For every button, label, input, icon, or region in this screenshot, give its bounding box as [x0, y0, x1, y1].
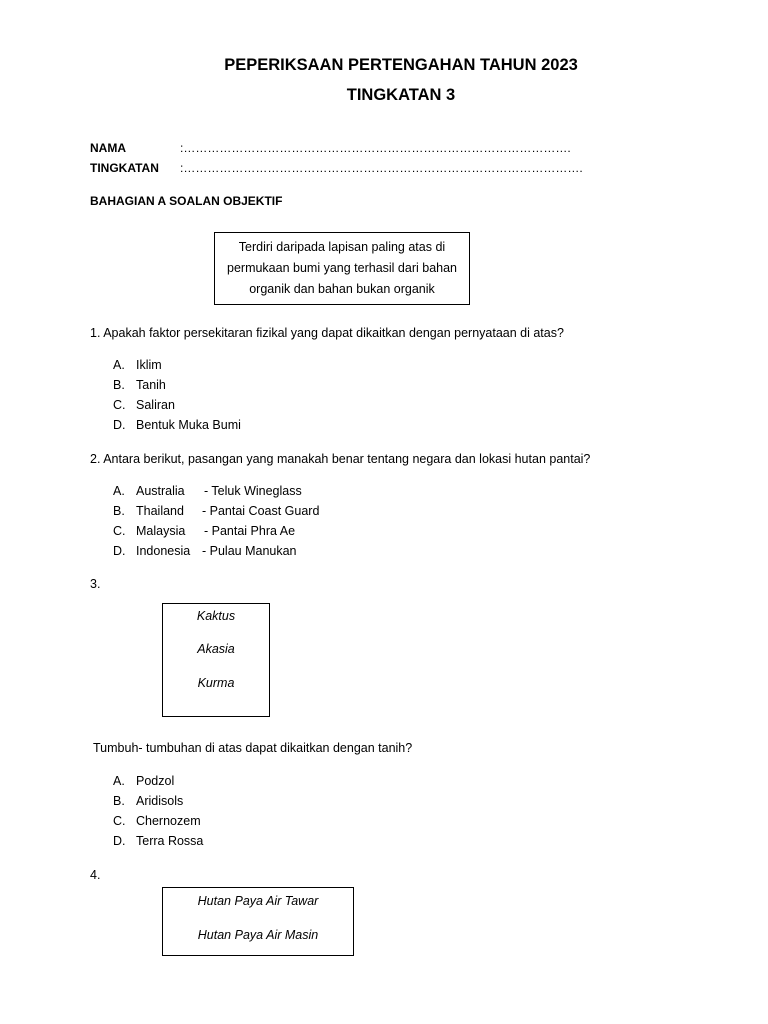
q2-option-location: - Teluk Wineglass	[204, 484, 302, 498]
q2-option-letter: A.	[113, 484, 125, 498]
q3-option-text: Terra Rossa	[136, 834, 204, 848]
q1-option-letter: A.	[113, 358, 125, 372]
q2-option-country: Thailand	[136, 504, 184, 518]
q3-question: Tumbuh- tumbuhan di atas dapat dikaitkan dengan tanih?	[93, 741, 413, 755]
q4-number: 4.	[90, 868, 101, 882]
q3-box-item: Kaktus	[196, 609, 236, 623]
q1-question: 1. Apakah faktor persekitaran fizikal yang dapat dikaitkan dengan pernyataan di atas?	[90, 326, 564, 340]
q3-box-item: Kurma	[197, 676, 235, 690]
exam-title: PEPERIKSAAN PERTENGAHAN TAHUN 2023	[224, 56, 578, 74]
q1-option-text: Tanih	[136, 378, 166, 392]
q2-option-country: Australia	[136, 484, 185, 498]
q3-option-text: Chernozem	[136, 814, 201, 828]
q2-option-location: - Pulau Manukan	[202, 544, 297, 558]
q1-option-text: Bentuk Muka Bumi	[136, 418, 241, 432]
q2-option-country: Malaysia	[136, 524, 186, 538]
q3-option-letter: A.	[113, 774, 125, 788]
q2-option-letter: B.	[113, 504, 125, 518]
form-field: :……………………………………………………………………………………….	[180, 161, 583, 175]
name-label: NAMA	[90, 141, 126, 155]
q1-option-text: Iklim	[136, 358, 162, 372]
q3-option-text: Podzol	[136, 774, 175, 788]
q4-forest-box	[162, 887, 354, 956]
form-level-title: TINGKATAN 3	[346, 86, 456, 104]
q1-box-line: organik dan bahan bukan organik	[249, 282, 435, 296]
q3-number: 3.	[90, 577, 101, 591]
q1-statement-box	[214, 232, 470, 305]
q1-box-line: permukaan bumi yang terhasil dari bahan	[227, 261, 457, 275]
q2-option-location: - Pantai Phra Ae	[204, 524, 296, 538]
q3-option-letter: D.	[113, 834, 126, 848]
q2-option-location: - Pantai Coast Guard	[202, 504, 320, 518]
section-title: BAHAGIAN A SOALAN OBJEKTIF	[90, 194, 283, 208]
q4-box-item: Hutan Paya Air Masin	[197, 928, 319, 942]
q3-plants-box	[162, 603, 270, 717]
q2-question: 2. Antara berikut, pasangan yang manakah benar tentang negara dan lokasi hutan pantai?	[90, 452, 591, 466]
form-label: TINGKATAN	[90, 161, 159, 175]
q3-option-letter: B.	[113, 794, 125, 808]
q2-option-letter: D.	[113, 544, 126, 558]
q1-option-letter: C.	[113, 398, 126, 412]
q1-option-letter: B.	[113, 378, 125, 392]
q3-box-item: Akasia	[197, 642, 235, 656]
q4-box-item: Hutan Paya Air Tawar	[197, 894, 319, 908]
q1-option-text: Saliran	[136, 398, 175, 412]
q3-option-text: Aridisols	[136, 794, 184, 808]
q1-option-letter: D.	[113, 418, 126, 432]
q1-box-line: Terdiri daripada lapisan paling atas di	[238, 240, 446, 254]
q2-option-letter: C.	[113, 524, 126, 538]
q2-option-country: Indonesia	[136, 544, 191, 558]
q3-option-letter: C.	[113, 814, 126, 828]
name-field: :…………………………………………………………………………………….	[180, 141, 571, 155]
